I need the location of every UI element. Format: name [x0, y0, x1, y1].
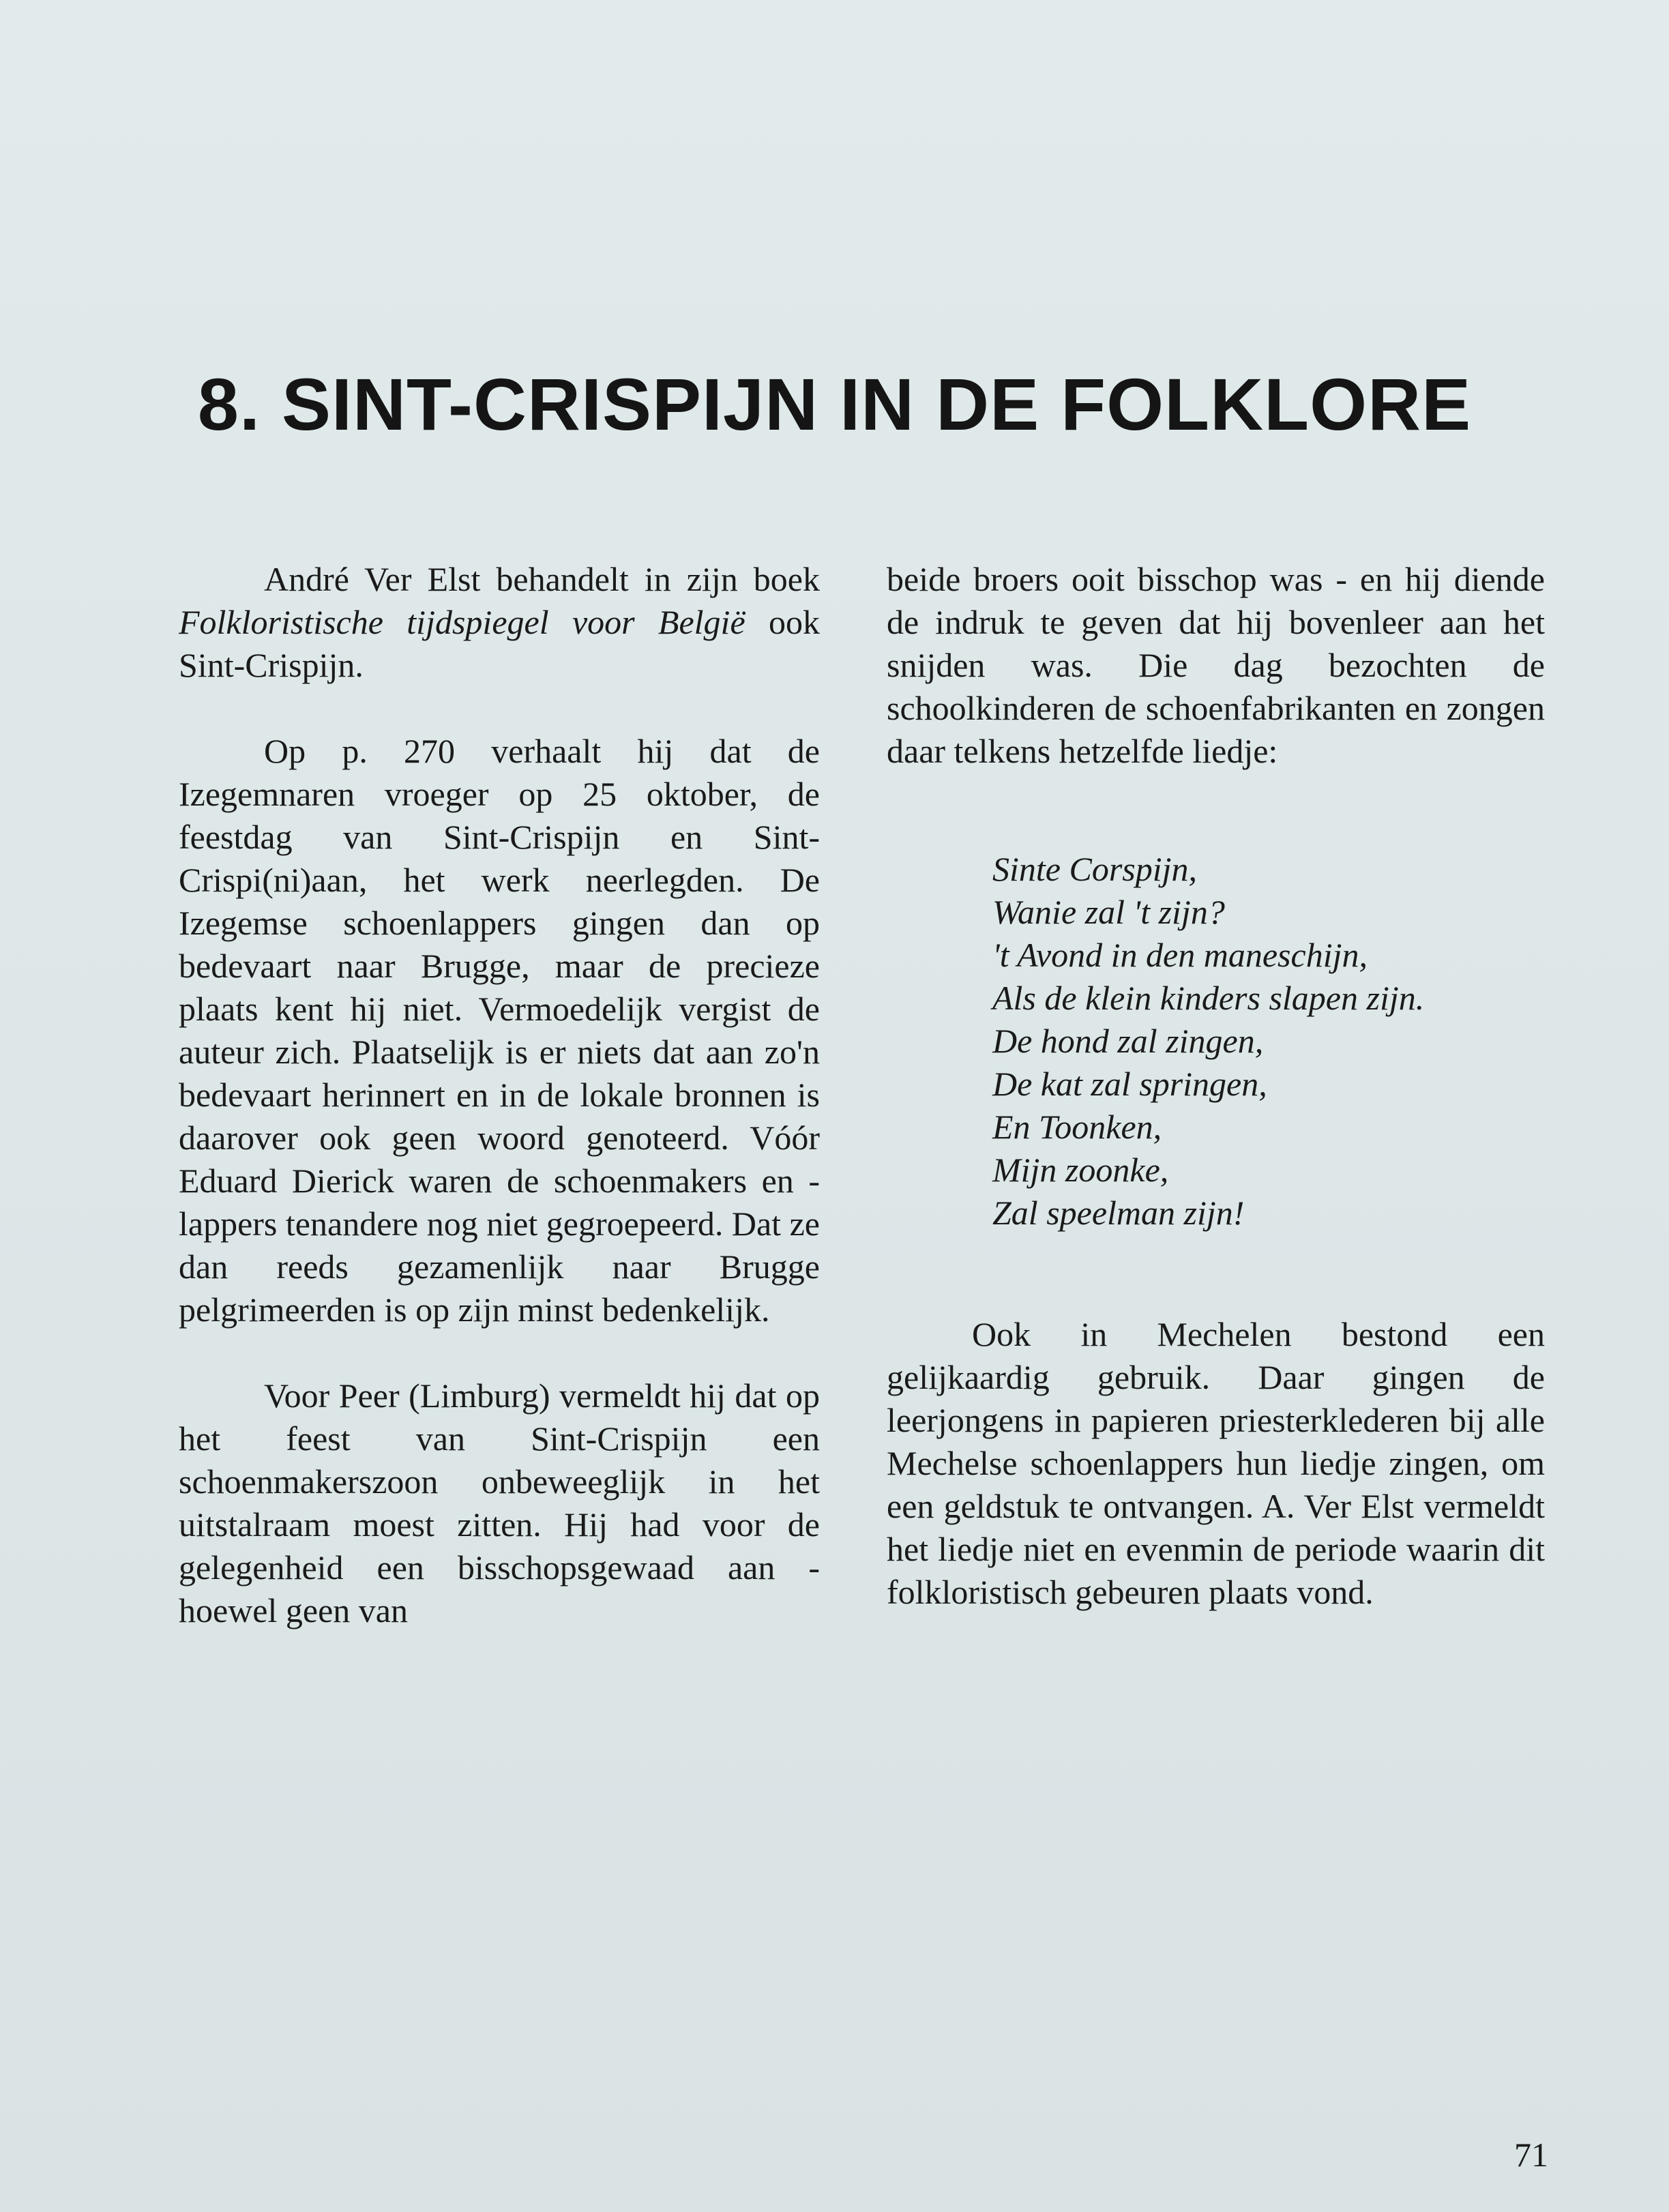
poem-line: De kat zal springen, — [992, 1065, 1267, 1103]
paragraph-5: Ook in Mechelen bestond een gelijkaardig gebruik. Daar gingen de leerjongens in papieren priesterklederen bij alle Mechelse schoenlappers hun liedje zingen, om een geldstuk te ontvangen. A. Ver Elst vermeldt het liedje niet en evenmin de periode waarin dit folkloristisch gebeuren plaats vond. — [887, 1315, 1545, 1611]
paragraph-3: Voor Peer (Limburg) vermeldt hij dat op het feest van Sint-Crispijn een schoenmakerszoon onbeweeglijk in het uitstalraam moest zitten. Hij had voor de gelegenheid een bisschopsgewaad aan - hoewel geen van — [179, 1376, 820, 1629]
page-title: 8. SINT-CRISPIJN IN DE FOLKLORE — [197, 363, 1472, 445]
paragraph-1 — [179, 558, 820, 687]
poem — [992, 848, 1545, 1235]
poem-line: En Toonken, — [992, 1108, 1162, 1146]
paragraph-1-end: ook Sint-Crispijn. — [179, 603, 820, 684]
poem-line: Als de klein kinders slapen zijn. — [992, 979, 1425, 1017]
paragraph-1-start: André Ver Elst behandelt in zijn boek — [264, 560, 820, 598]
page-number: 71 — [1514, 2136, 1548, 2174]
poem-line: 't Avond in den maneschijn, — [992, 936, 1368, 974]
paragraph-4: beide broers ooit bisschop was - en hij diende de indruk te geven dat hij bovenleer aan het snijden was. Die dag bezochten de schoolkinderen de schoenfabrikanten en zongen daar telkens hetzelfde liedje: — [887, 560, 1545, 770]
poem-line: Zal speelman zijn! — [992, 1194, 1245, 1232]
poem-line: Sinte Corspijn, — [992, 850, 1198, 888]
paragraph-2: Op p. 270 verhaalt hij dat de Izegemnaren vroeger op 25 oktober, de feestdag van Sint-Crispijn en Sint-Crispi(ni)aan, het werk neerlegden. De Izegemse schoenlappers gingen dan op bedevaart naar Brugge, maar de precieze plaats kent hij niet. Vermoedelijk vergist de auteur zich. Plaatselijk is er niets dat aan zo'n bedevaart herinnert en in de lokale bronnen is daarover ook geen woord genoteerd. Vóór Eduard Dierick waren de schoenmakers en -lappers tenandere nog niet gegroepeerd. Dat ze dan reeds gezamenlijk naar Brugge pelgrimeerden is op zijn minst bedenkelijk. — [179, 732, 820, 1329]
poem-line: Wanie zal 't zijn? — [992, 893, 1225, 931]
right-column — [887, 558, 1545, 1614]
left-column — [179, 558, 820, 1632]
book-title: Folkloristische tijdspiegel voor België — [179, 603, 745, 641]
poem-line: De hond zal zingen, — [992, 1022, 1264, 1060]
poem-line: Mijn zoonke, — [992, 1151, 1169, 1189]
